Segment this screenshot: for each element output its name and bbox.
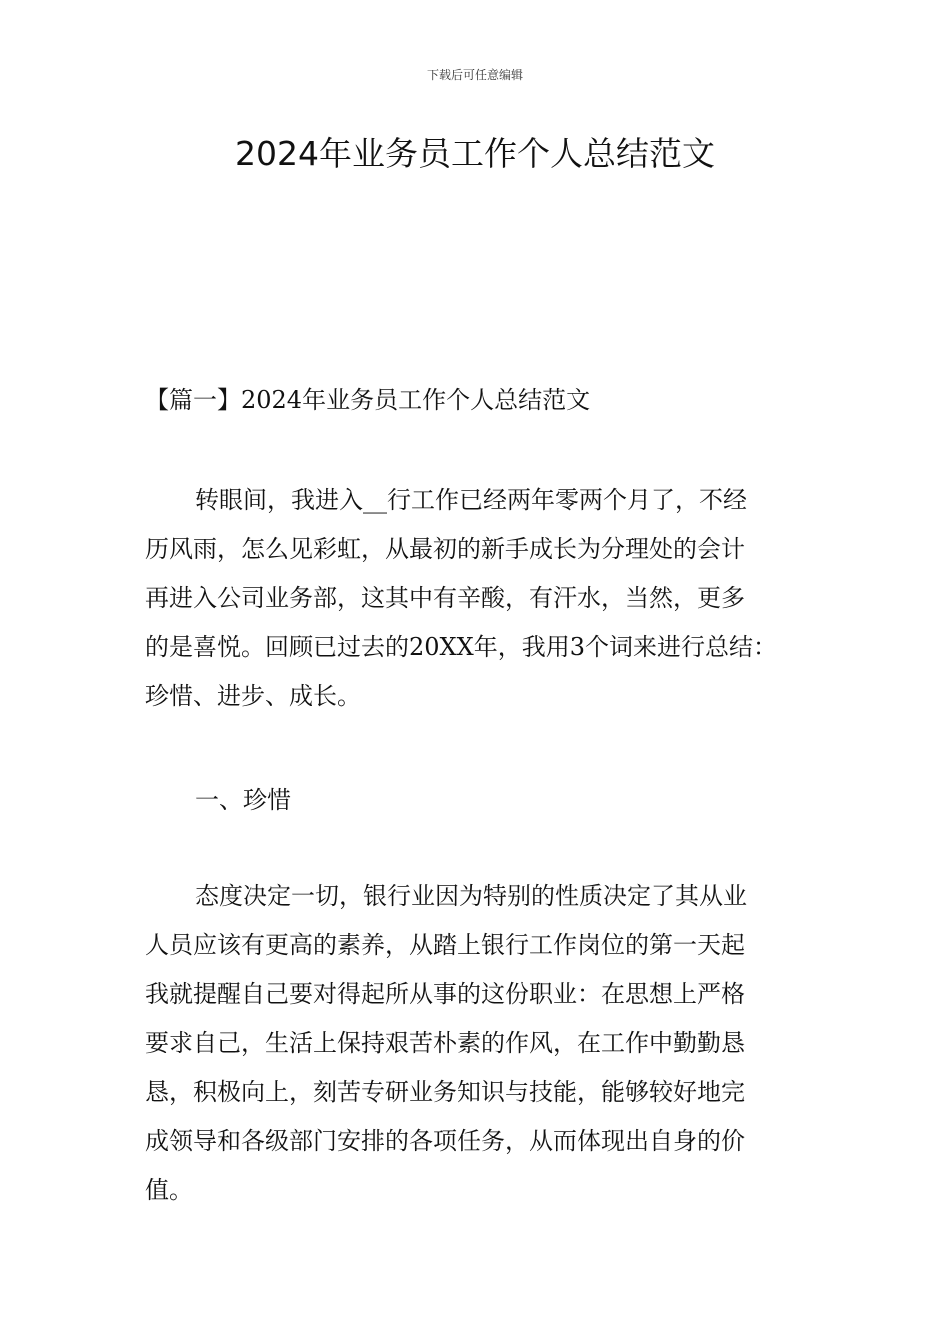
header-note: 下载后可任意编辑 [426, 68, 523, 82]
document-title: 2024年业务员工作个人总结范文 [235, 134, 715, 173]
paragraph-line: 人员应该有更高的素养，从踏上银行工作岗位的第一天起 [145, 931, 745, 959]
sub-heading: 一、珍惜 [195, 786, 291, 814]
paragraph-line: 的是喜悦。回顾已过去的20XX年，我用3个词来进行总结： [145, 633, 777, 661]
paragraph-line: 再进入公司业务部，这其中有辛酸，有汗水，当然，更多 [145, 584, 745, 612]
paragraph-line: 值。 [145, 1176, 193, 1204]
paragraph-line: 转眼间，我进入__行工作已经两年零两个月了，不经 [195, 486, 747, 514]
paragraph-line: 态度决定一切，银行业因为特别的性质决定了其从业 [195, 882, 747, 910]
paragraph-line: 成领导和各级部门安排的各项任务，从而体现出自身的价 [145, 1127, 745, 1155]
paragraph-line: 要求自己，生活上保持艰苦朴素的作风，在工作中勤勤恳 [145, 1029, 745, 1057]
paragraph-2 [145, 872, 815, 1215]
paragraph-line: 历风雨，怎么见彩虹，从最初的新手成长为分理处的会计 [145, 535, 745, 563]
paragraph-line: 恳，积极向上，刻苦专研业务知识与技能，能够较好地完 [145, 1078, 745, 1106]
paragraph-line: 珍惜、进步、成长。 [145, 682, 361, 710]
paragraph-1 [145, 476, 815, 721]
section-heading: 【篇一】2024年业务员工作个人总结范文 [145, 386, 591, 414]
paragraph-line: 我就提醒自己要对得起所从事的这份职业：在思想上严格 [145, 980, 745, 1008]
